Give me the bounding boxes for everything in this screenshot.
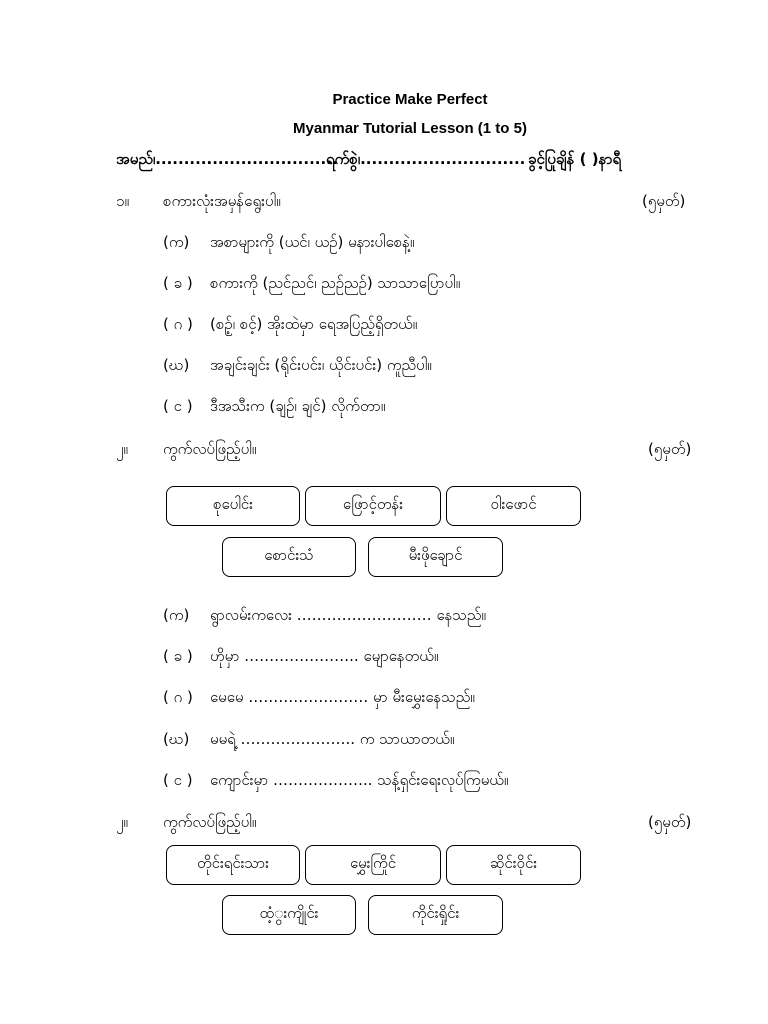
question-label: (က)	[163, 233, 190, 251]
question-label: (ဃ)	[163, 356, 190, 374]
section-3-instruction: ကွက်လပ်ဖြည့်ပါ။	[163, 813, 257, 831]
question-text: ဟိုမှာ ………………….. မျောနေတယ်။	[210, 647, 439, 665]
question-label: (ဃ)	[163, 730, 190, 748]
question-label: ( င )	[163, 397, 193, 415]
section-2-number: ၂။	[116, 440, 128, 458]
word-box: ထံ့ွးကျိုင်း	[222, 895, 356, 935]
word-box: ဆိုင်းဝိုင်း	[446, 845, 581, 885]
section-3-marks: (၅မှတ်)	[648, 813, 692, 831]
time-allowed-label: ခွင့်ပြုချိန် ( )နာရီ	[528, 150, 622, 168]
word-box: ကိုင်းရှိုင်း	[368, 895, 503, 935]
section-3-number: ၂။	[116, 813, 128, 831]
word-box: စုပေါင်း	[166, 486, 300, 526]
word-box: ဖြောင့်တန်း	[305, 486, 441, 526]
question-label: ( ခ )	[163, 274, 193, 292]
section-2-marks: (၅မှတ်)	[648, 440, 692, 458]
word-box: မွှေးကြိုင်	[305, 845, 441, 885]
section-1-marks: (၅မှတ်)	[642, 192, 686, 210]
question-text: မေမေ …………………… မှာ မီးမွှေးနေသည်။	[210, 688, 475, 706]
question-text: မမရဲ့ ………………….. က သာယာတယ်။	[210, 730, 455, 748]
document-subtitle: Myanmar Tutorial Lesson (1 to 5)	[293, 120, 527, 137]
question-text: ရွာလမ်းကလေး ……………………… နေသည်။	[210, 606, 486, 624]
word-box: တိုင်းရင်းသား	[166, 845, 300, 885]
word-box: မီးဖိုချောင်	[368, 537, 503, 577]
question-label: ( ဂ )	[163, 688, 193, 706]
question-text: ဒီအသီးက (ချဉ်၊ ချင်) လိုက်တာ။	[210, 397, 386, 415]
word-box: စောင်းသံ	[222, 537, 356, 577]
section-1-number: ၁။	[116, 192, 129, 210]
question-text: (စဉ့်၊ စင့်) အိုးထဲမှာ ရေအပြည့်ရှိတယ်။	[210, 315, 418, 333]
question-text: အစာများကို (ယင်၊ ယဉ်) မနားပါစေနဲ့။	[210, 233, 415, 251]
date-field-label: ရက်စွဲ၊.............................	[326, 150, 526, 168]
question-label: ( င )	[163, 771, 193, 789]
question-text: အချင်းချင်း (ရိုင်းပင်း၊ ယိုင်းပင်း) ကူညီပါ။	[210, 356, 432, 374]
name-field-label: အမည်၊................................	[116, 150, 338, 168]
question-text: စကားကို (ညင်ညင်၊ ညဉ်ညဉ်) သာသာပြောပါ။	[210, 274, 461, 292]
question-label: ( ဂ )	[163, 315, 193, 333]
question-label: (က)	[163, 606, 190, 624]
question-label: ( ခ )	[163, 647, 193, 665]
section-2-instruction: ကွက်လပ်ဖြည့်ပါ။	[163, 440, 257, 458]
question-text: ကျောင်းမှာ ……………….. သန့်ရှင်းရေးလုပ်ကြမယ်။	[210, 771, 509, 789]
document-title: Practice Make Perfect	[332, 91, 488, 108]
word-box: ဝါးဖောင်	[446, 486, 581, 526]
section-1-instruction: စကားလုံးအမှန်ရွေးပါ။	[163, 192, 281, 210]
